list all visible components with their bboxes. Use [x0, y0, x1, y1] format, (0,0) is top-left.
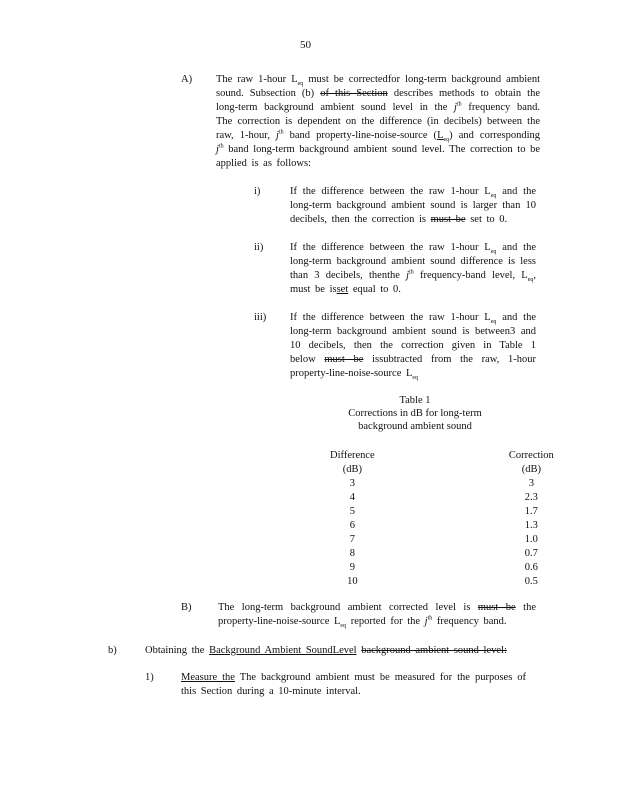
- col-correction-header: Correction: [508, 450, 554, 461]
- correction-cell: 1.0: [524, 534, 538, 545]
- correction-cell: 2.3: [524, 492, 538, 503]
- strikethrough-text: of this Section: [320, 88, 388, 99]
- difference-cell: 3: [349, 478, 355, 489]
- table-row: [318, 561, 618, 575]
- table-unit-row: [318, 463, 618, 477]
- section-a-label: A): [181, 74, 193, 85]
- correction-cell: 0.7: [524, 548, 538, 559]
- section-a-paragraph: The raw 1-hour $L_{eq}$ must be correctedfor long-term background ambient sound. Subsection (b) of this Section describes methods to obtain the long-term background ambient sound level in the $j^{th}$ frequency band. The correction is dependent on the difference (in decibels) between the raw, 1-hour, $j^{th}$ band property-line-noise-source $(L_{eq})$ and corresponding $j^{th}$ band long-term background ambient sound level. The correction to be applied is as follows:: [216, 74, 541, 169]
- difference-cell: 8: [349, 548, 355, 559]
- table-caption-line-1: Corrections in dB for long-term: [348, 408, 482, 419]
- subsection-b-label: b): [108, 645, 117, 656]
- col-correction-unit: (dB): [521, 464, 541, 475]
- strikethrough-text: must be: [477, 602, 516, 613]
- table-header-row: [318, 449, 618, 463]
- table-row: [318, 477, 618, 491]
- difference-cell: 7: [349, 534, 355, 545]
- correction-cell: 3: [528, 478, 534, 489]
- col-difference-header: Difference: [330, 450, 375, 461]
- difference-cell: 10: [347, 576, 358, 587]
- item-ii-text: If the difference between the raw 1-hour $L_{eq}$ and the long-term background ambient sound difference is less than 3 decibels, thenthe $j^{th}$ frequency-band level, $L_{eq}$, must be isset equal to 0.: [290, 242, 537, 295]
- table-row: [318, 519, 618, 533]
- item-i-label: i): [254, 186, 261, 197]
- difference-cell: 9: [349, 562, 355, 573]
- correction-cell: 0.5: [524, 576, 538, 587]
- item-1-label: 1): [145, 672, 154, 683]
- corrections-table: [318, 449, 618, 589]
- section-b-label: B): [181, 602, 192, 613]
- correction-cell: 0.6: [524, 562, 538, 573]
- table-row: [318, 575, 618, 589]
- correction-cell: 1.3: [524, 520, 538, 531]
- table-row: [318, 491, 618, 505]
- strikethrough-text: background ambient sound level:: [361, 645, 507, 656]
- difference-cell: 4: [349, 492, 355, 503]
- table-caption-line-2: background ambient sound: [358, 421, 472, 432]
- item-iii-label: iii): [254, 312, 267, 323]
- table-title: Table 1: [399, 395, 431, 406]
- correction-cell: 1.7: [524, 506, 538, 517]
- table-row: [318, 505, 618, 519]
- item-iii-text: If the difference between the raw 1-hour $L_{eq}$ and the long-term background ambient sound is between3 and 10 decibels, then the correction given in Table 1 below must be issubtracted from the raw, 1-hour property-line-noise-source $L_{eq}$: [290, 312, 537, 382]
- table-row: [318, 533, 618, 547]
- col-difference-unit: (dB): [342, 464, 362, 475]
- section-b-paragraph: The long-term background ambient corrected level is must be the property-line-noise-source $L_{eq}$ reported for the $j^{th}$ frequency band.: [218, 602, 536, 630]
- subsection-b-heading: Obtaining the Background Ambient SoundLevel background ambient sound level:: [145, 645, 507, 656]
- difference-cell: 5: [349, 506, 355, 517]
- item-ii-label: ii): [254, 242, 264, 253]
- table-row: [318, 547, 618, 561]
- item-1-text: Measure the The background ambient must be measured for the purposes of this Section during a 10-minute interval.: [181, 672, 527, 697]
- page-number: 50: [300, 39, 311, 51]
- difference-cell: 6: [349, 520, 355, 531]
- strikethrough-text: must be: [324, 354, 364, 365]
- item-i-text: If the difference between the raw 1-hour $L_{eq}$ and the long-term background ambient sound is larger than 10 decibels, then the correction is must be set to 0.: [290, 186, 537, 225]
- strikethrough-text: must be: [430, 214, 466, 225]
